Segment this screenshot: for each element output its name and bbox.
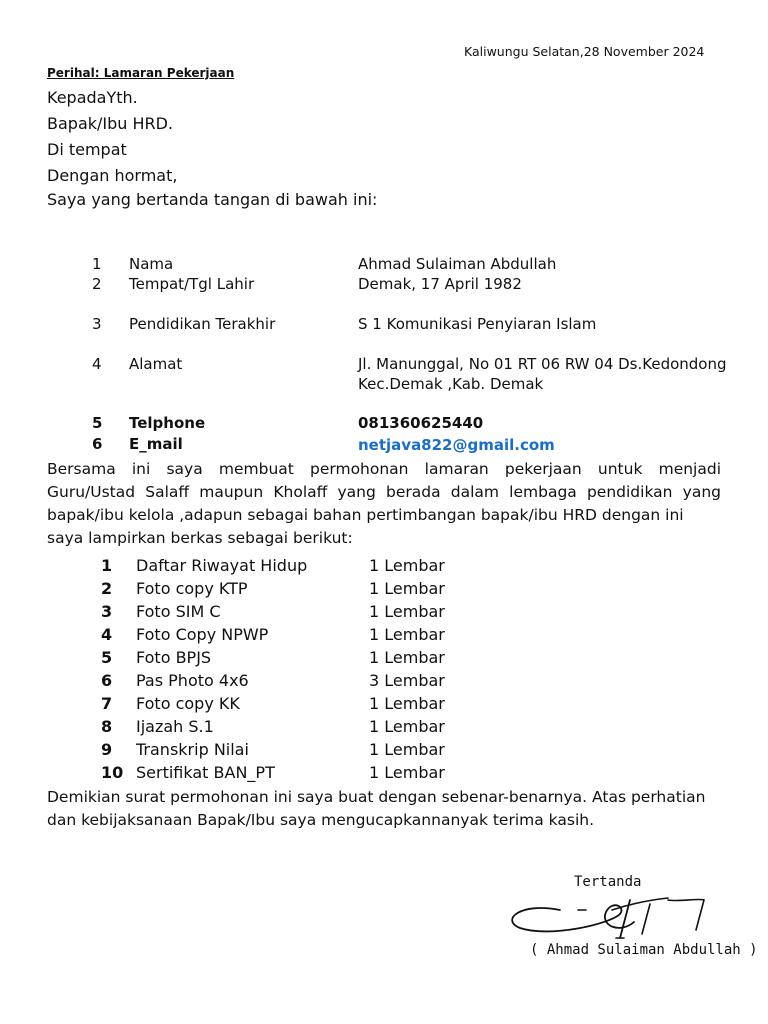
attachment-item: Transkrip Nilai	[136, 740, 249, 759]
recipient-line-3: Di tempat	[47, 140, 127, 159]
body-paragraph-text: Bersama ini saya membuat permohonan lamaran pekerjaan untuk menjadi Guru/Ustad Salaff maupun Kholaff yang berada dalam lembaga pendidikan yang bapak/ibu kelola ,adapun sebagai bahan pertimbangan bapak/ibu HRD dengan ini	[47, 460, 721, 524]
closing-paragraph	[47, 786, 721, 832]
email-value: netjava822@gmail.com	[358, 436, 555, 454]
intro-line: Saya yang bertanda tangan di bawah ini:	[47, 190, 378, 209]
attachment-no: 8	[101, 717, 113, 736]
attachment-item: Foto BPJS	[136, 648, 212, 667]
attachment-no: 9	[101, 740, 113, 759]
attachment-item: Pas Photo 4x6	[136, 671, 249, 690]
identity-value: 081360625440	[358, 414, 484, 432]
identity-no: 2	[92, 275, 102, 293]
body-paragraph-last-line: saya lampirkan berkas sebagai berikut:	[47, 529, 353, 547]
closing-paragraph-last-line: dan kebijaksanaan Bapak/Ibu saya mengucapkannanyak terima kasih.	[47, 811, 594, 829]
subject-line: Perihal: Lamaran Pekerjaan	[47, 66, 235, 80]
attachment-no: 2	[101, 579, 113, 598]
attachment-no: 4	[101, 625, 113, 644]
signature-label: Tertanda	[574, 874, 642, 890]
attachment-qty: 1 Lembar	[369, 763, 445, 782]
attachment-no: 5	[101, 648, 113, 667]
identity-no: 3	[92, 315, 102, 333]
attachment-qty: 3 Lembar	[369, 671, 445, 690]
identity-value: S 1 Komunikasi Penyiaran Islam	[358, 315, 597, 333]
attachment-no: 3	[101, 602, 113, 621]
identity-value-continued: Kec.Demak ,Kab. Demak	[358, 375, 544, 393]
identity-value: Ahmad Sulaiman Abdullah	[358, 255, 557, 273]
identity-no: 4	[92, 355, 102, 373]
attachment-qty: 1 Lembar	[369, 717, 445, 736]
handwritten-signature	[500, 880, 720, 950]
attachment-qty: 1 Lembar	[369, 694, 445, 713]
recipient-line-2: Bapak/Ibu HRD.	[47, 114, 174, 133]
attachment-item: Foto copy KK	[136, 694, 240, 713]
attachment-qty: 1 Lembar	[369, 625, 445, 644]
identity-value: Demak, 17 April 1982	[358, 275, 522, 293]
attachment-no: 7	[101, 694, 113, 713]
identity-label: Telphone	[129, 414, 206, 432]
identity-no: 6	[92, 435, 103, 453]
attachment-qty: 1 Lembar	[369, 556, 445, 575]
attachment-item: Foto Copy NPWP	[136, 625, 269, 644]
attachment-item: Foto copy KTP	[136, 579, 248, 598]
attachment-item: Ijazah S.1	[136, 717, 214, 736]
attachment-item: Sertifikat BAN_PT	[136, 763, 275, 782]
greeting-line: Dengan hormat,	[47, 166, 178, 185]
attachment-no: 6	[101, 671, 113, 690]
attachment-qty: 1 Lembar	[369, 648, 445, 667]
signature-block	[500, 868, 760, 968]
attachment-no: 1	[101, 556, 113, 575]
identity-no: 5	[92, 414, 103, 432]
date-line: Kaliwungu Selatan,28 November 2024	[464, 44, 705, 59]
identity-label: Tempat/Tgl Lahir	[129, 275, 255, 293]
identity-label: Alamat	[129, 355, 183, 373]
identity-label: Nama	[129, 255, 174, 273]
recipient-line-1: KepadaYth.	[47, 88, 138, 107]
closing-paragraph-text: Demikian surat permohonan ini saya buat dengan sebenar-benarnya. Atas perhatian	[47, 788, 706, 806]
identity-value: Jl. Manunggal, No 01 RT 06 RW 04 Ds.Kedondong	[358, 355, 727, 373]
identity-label: E_mail	[129, 435, 183, 453]
attachment-qty: 1 Lembar	[369, 602, 445, 621]
attachment-qty: 1 Lembar	[369, 579, 445, 598]
identity-label: Pendidikan Terakhir	[129, 315, 276, 333]
body-paragraph	[47, 458, 721, 550]
identity-no: 1	[92, 255, 102, 273]
attachment-item: Daftar Riwayat Hidup	[136, 556, 308, 575]
attachment-item: Foto SIM C	[136, 602, 221, 621]
attachment-qty: 1 Lembar	[369, 740, 445, 759]
attachment-no: 10	[101, 763, 124, 782]
signature-name: ( Ahmad Sulaiman Abdullah )	[530, 942, 758, 958]
